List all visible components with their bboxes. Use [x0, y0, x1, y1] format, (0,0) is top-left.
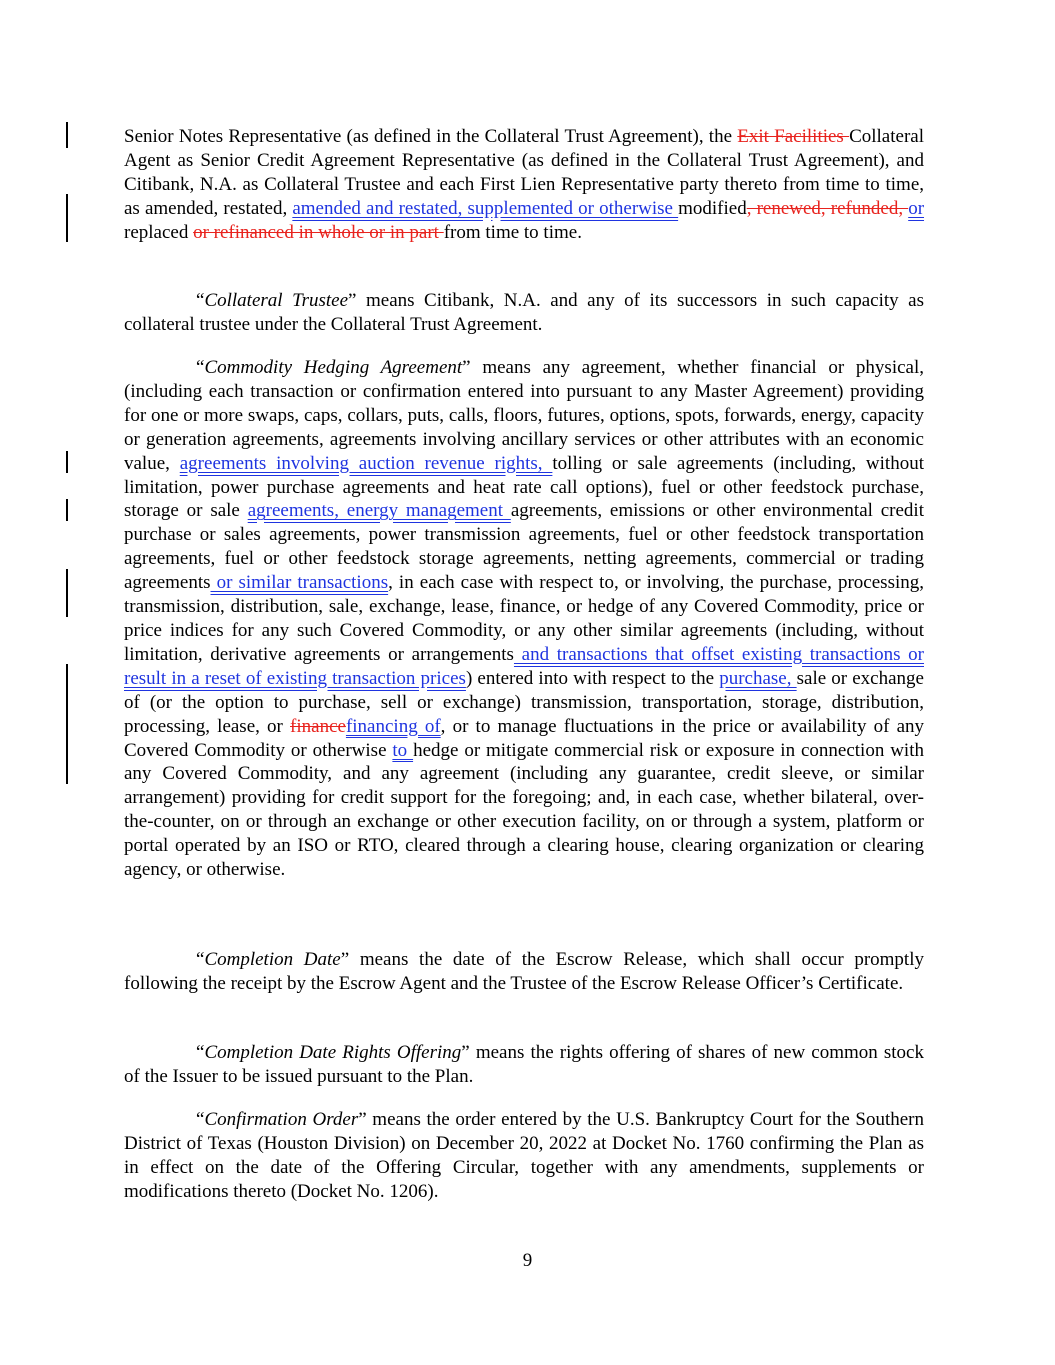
deletion: or refinanced in whole or in part — [193, 221, 444, 243]
text: ” means the order entered by the U.S. Bankruptcy Court for the Southern District of Texas (Houston Division) on December 20, 2022 at Docket No. 1760 confirming the Plan as in effect on the date of the Offering Circular, together with any amendments, supplements or modifications thereto (Docket No. 1206). — [124, 1109, 925, 1202]
insertion: and transactions that offset existing transactions or result in a reset of existing transaction prices — [124, 643, 924, 689]
deletion: finance — [290, 715, 346, 737]
change-bar — [66, 499, 68, 521]
defined-term: Completion Date — [204, 949, 341, 970]
text: , or to manage fluctuations in the price or availability of any Covered Commodity or otherwise — [124, 715, 925, 761]
text: ” means the date of the Escrow Release, which shall occur promptly following the receipt by the Escrow Agent and the Trustee of the Escrow Release Officer’s Certificate. — [124, 949, 924, 994]
insertion: purchase, — [719, 667, 797, 689]
change-bar — [66, 451, 68, 473]
text: ” means the rights offering of shares of new common stock of the Issuer to be issued pursuant to the Plan. — [124, 1042, 924, 1087]
change-bar — [66, 569, 68, 617]
text: ) entered into with respect to the — [465, 667, 720, 689]
definition-commodity-hedging-agreement — [124, 356, 924, 882]
deletion: Exit Facilities — [737, 126, 850, 147]
defined-term: Completion Date Rights Offering — [204, 1042, 462, 1063]
deletion: , renewed, refunded, — [746, 197, 909, 219]
quote: “ — [196, 1109, 205, 1130]
definition-completion-date — [124, 948, 924, 996]
text: modified — [678, 197, 747, 219]
quote: “ — [196, 290, 205, 311]
quote: “ — [196, 357, 205, 378]
text: from time to time. — [443, 221, 582, 243]
text: replaced — [124, 221, 194, 243]
page-number: 9 — [522, 1250, 533, 1271]
definition-collateral-trustee — [124, 289, 924, 337]
text: sale or exchange of (or the option to purchase, sell or exchange) transmission, transportation, storage, distribution, processing, lease, or — [124, 667, 924, 737]
text: , in each case with respect to, or involving, the purchase, processing, transmission, distribution, sale, exchange, lease, finance, or hedge of any Covered Commodity, price or price indices for any such Covered Commodity, or any other similar agreements (including, without limitation, derivative agreements or arrangements — [124, 572, 924, 665]
quote: “ — [196, 1042, 205, 1063]
defined-term: Collateral Trustee — [204, 290, 349, 311]
text: hedge or mitigate commercial risk or exposure in connection with any Covered Commodity, and any agreement (including any guarantee, credit sleeve, or similar arrangement) providing for credit support for the foregoing; and, in each case, whether bilateral, over-the-counter, on or through an exchange or other execution facility, on or through a system, platform or portal operated by an ISO or RTO, cleared through a clearing house, clearing organization or clearing agency, or otherwise. — [124, 739, 924, 881]
definition-completion-date-rights-offering — [124, 1041, 924, 1089]
paragraph-collateral-trust-agreement — [124, 125, 924, 245]
text: Collateral Agent as Senior Credit Agreement Representative (as defined in the Collateral Trust Agreement), and Citibank, N.A. as Collateral Trustee and each First Lien Representative party thereto from time to time, as amended, restated, — [124, 126, 924, 219]
quote: “ — [196, 949, 205, 970]
insertion: amended and restated, supplemented or otherwise — [292, 197, 679, 219]
definition-confirmation-order — [124, 1108, 924, 1204]
insertion: financing of — [345, 715, 441, 737]
insertion: or — [908, 197, 925, 219]
insertion: agreements involving auction revenue rights, — [179, 452, 553, 474]
defined-term: Confirmation Order — [204, 1109, 359, 1130]
text: agreements, emissions or other environmental credit purchase or sales agreements, power transmission agreements, fuel or other feedstock transportation agreements, fuel or other feedstock storage agreements, netting agreements, commercial or trading agreements — [124, 500, 924, 594]
text: Senior Notes Representative (as defined in the Collateral Trust Agreement), the — [124, 126, 738, 147]
change-bar — [66, 122, 68, 148]
text: ” means any agreement, whether financial or physical, (including each transaction or confirmation entered into pursuant to any Master Agreement) providing for one or more swaps, caps, collars, puts, calls, floors, futures, options, spots, forwards, energy, capacity or generation agreements, agreements involving ancillary services or other attributes with an economic value, — [124, 357, 925, 474]
text: tolling or sale agreements (including, without limitation, power purchase agreements and heat rate call options), fuel or other feedstock purchase, storage or sale — [124, 452, 924, 522]
defined-term: Commodity Hedging Agreement — [204, 357, 463, 378]
insertion: or similar transactions — [210, 572, 389, 594]
insertion: to — [392, 739, 414, 761]
change-bar — [66, 194, 68, 242]
text: ” means Citibank, N.A. and any of its successors in such capacity as collateral trustee under the Collateral Trust Agreement. — [124, 290, 924, 335]
change-bar — [66, 664, 68, 784]
insertion: agreements, energy management — [247, 500, 511, 522]
